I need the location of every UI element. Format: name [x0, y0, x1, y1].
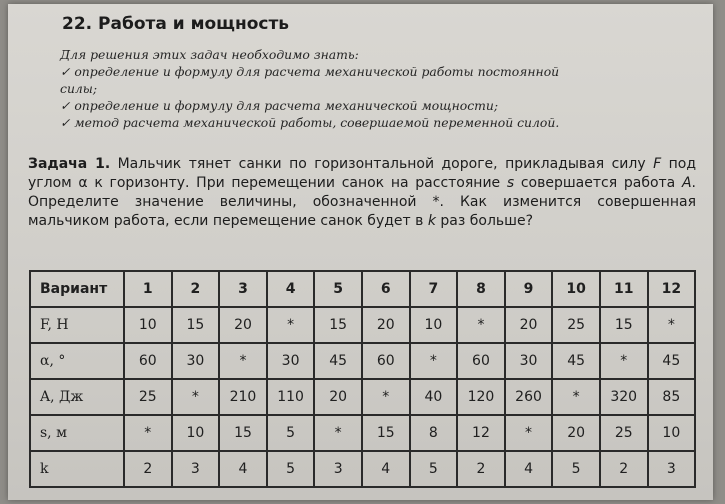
task-text-part-2: под углом α к горизонту. При перемещении санок на расстояние — [28, 156, 696, 191]
task-symbol-f: F — [653, 156, 662, 172]
variant-number: 12 — [648, 271, 696, 307]
table-cell: 4 — [219, 451, 267, 487]
table-cell: 20 — [552, 415, 600, 451]
table-cell: * — [362, 379, 410, 415]
intro-item-power: ✓ определение и формулу для расчета механической мощности; — [60, 98, 499, 113]
variant-number: 5 — [314, 271, 362, 307]
table-cell: * — [124, 415, 172, 451]
task-symbol-a: A — [681, 175, 692, 191]
table-cell: * — [267, 307, 315, 343]
task-label: Задача 1. — [28, 156, 111, 172]
table-cell: 10 — [124, 307, 172, 343]
variant-number: 10 — [552, 271, 600, 307]
table-cell: 15 — [362, 415, 410, 451]
table-cell: 210 — [219, 379, 267, 415]
header-label-variant: Вариант — [30, 271, 124, 307]
table-cell: 15 — [219, 415, 267, 451]
section-title: 22. Работа и мощность — [62, 14, 290, 34]
intro-block — [60, 46, 565, 131]
table-row — [30, 343, 695, 379]
table-cell: * — [505, 415, 553, 451]
table-cell: * — [600, 343, 648, 379]
table-cell: 8 — [410, 415, 458, 451]
table-cell: * — [314, 415, 362, 451]
variant-number: 7 — [410, 271, 458, 307]
table-cell: 30 — [172, 343, 220, 379]
table-cell: 3 — [648, 451, 696, 487]
table-cell: 20 — [314, 379, 362, 415]
task-1 — [28, 155, 696, 231]
table-cell: 2 — [600, 451, 648, 487]
table-cell: 20 — [362, 307, 410, 343]
table-cell: 10 — [172, 415, 220, 451]
table-cell: * — [552, 379, 600, 415]
table-cell: 60 — [457, 343, 505, 379]
variant-number: 2 — [172, 271, 220, 307]
table-cell: 40 — [410, 379, 458, 415]
table-cell: 30 — [505, 343, 553, 379]
table-cell: 120 — [457, 379, 505, 415]
intro-item-variable-force: ✓ метод расчета механической работы, совершаемой переменной силой. — [60, 115, 560, 130]
table-cell: 20 — [219, 307, 267, 343]
table-cell: 260 — [505, 379, 553, 415]
row-label: α, ° — [30, 343, 124, 379]
table-cell: 15 — [600, 307, 648, 343]
table-cell: 45 — [552, 343, 600, 379]
table-cell: 5 — [552, 451, 600, 487]
task-text-part-3: совершается работа — [514, 175, 682, 191]
row-label: s, м — [30, 415, 124, 451]
task-symbol-k: k — [427, 213, 436, 229]
table-cell: 3 — [172, 451, 220, 487]
table-cell: * — [648, 307, 696, 343]
table-cell: * — [219, 343, 267, 379]
table-row — [30, 451, 695, 487]
table-cell: 60 — [124, 343, 172, 379]
table-row — [30, 415, 695, 451]
table-cell: 5 — [267, 415, 315, 451]
table-cell: 20 — [505, 307, 553, 343]
variant-number: 8 — [457, 271, 505, 307]
task-text-part-1: Мальчик тянет санки по горизонтальной дороге, прикладывая силу — [110, 156, 654, 172]
variant-number: 6 — [362, 271, 410, 307]
table-cell: 25 — [552, 307, 600, 343]
textbook-page — [8, 4, 713, 500]
row-label: A, Дж — [30, 379, 124, 415]
table-cell: 60 — [362, 343, 410, 379]
variant-number: 1 — [124, 271, 172, 307]
row-label: k — [30, 451, 124, 487]
table-cell: 30 — [267, 343, 315, 379]
table-cell: 3 — [314, 451, 362, 487]
table-cell: 10 — [648, 415, 696, 451]
table-cell: 5 — [410, 451, 458, 487]
table-cell: 4 — [362, 451, 410, 487]
variant-number: 3 — [219, 271, 267, 307]
table-cell: 2 — [124, 451, 172, 487]
table-cell: 45 — [648, 343, 696, 379]
table-header-row — [30, 271, 695, 307]
table-cell: 45 — [314, 343, 362, 379]
task-text-part-5: раз больше? — [435, 213, 534, 229]
table-cell: 25 — [600, 415, 648, 451]
table-cell: 85 — [648, 379, 696, 415]
task-text-part-4: . Определите значение величины, обозначенной *. Как изменится совершенная мальчиком работа, если перемещение санок будет в — [28, 175, 696, 229]
table-cell: 12 — [457, 415, 505, 451]
table-cell: * — [410, 343, 458, 379]
variants-table — [29, 270, 696, 488]
table-cell: 25 — [124, 379, 172, 415]
table-cell: 4 — [505, 451, 553, 487]
table-cell: 10 — [410, 307, 458, 343]
table-cell: 320 — [600, 379, 648, 415]
table-cell: 2 — [457, 451, 505, 487]
table-cell: 110 — [267, 379, 315, 415]
intro-item-work: ✓ определение и формулу для расчета механической работы постоянной силы; — [60, 64, 560, 96]
intro-lead: Для решения этих задач необходимо знать: — [60, 47, 359, 62]
variant-number: 9 — [505, 271, 553, 307]
variant-number: 11 — [600, 271, 648, 307]
table-cell: 15 — [314, 307, 362, 343]
table-cell: 5 — [267, 451, 315, 487]
row-label: F, Н — [30, 307, 124, 343]
table-row — [30, 379, 695, 415]
table-cell: * — [172, 379, 220, 415]
table-cell: * — [457, 307, 505, 343]
variant-number: 4 — [267, 271, 315, 307]
table-cell: 15 — [172, 307, 220, 343]
task-symbol-s: s — [506, 175, 515, 191]
table-row — [30, 307, 695, 343]
